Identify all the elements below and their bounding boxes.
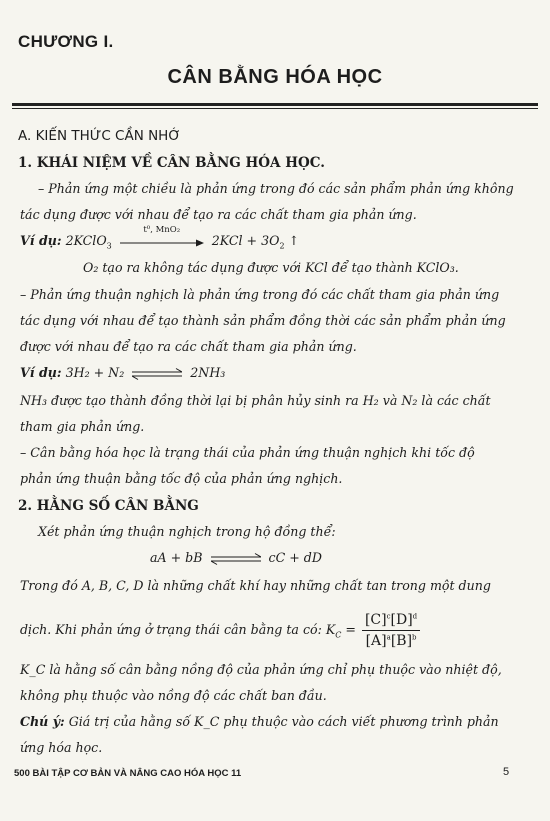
note-line <box>20 714 499 729</box>
reactant-text: 2KClO <box>65 233 107 248</box>
paragraph-line: Xét phản ứng thuận nghịch trong hộ đồng thể: <box>38 524 336 539</box>
section-1-heading: 1. KHÁI NIỆM VỀ CÂN BẰNG HÓA HỌC. <box>18 155 325 171</box>
paragraph-line: ứng hóa học. <box>20 740 103 755</box>
exp-d: d <box>412 612 418 621</box>
paragraph-line: – Phản ứng thuận nghịch là phản ứng trong đó các chất tham gia phản ứng <box>20 287 500 302</box>
kc-subscript: C <box>335 630 342 640</box>
example-2-equation <box>20 365 225 380</box>
paragraph-line: tác dụng với nhau để tạo thành sản phẩm đồng thời các sản phẩm phản ứng <box>20 313 506 328</box>
equation-right: cC + dD <box>268 550 322 565</box>
paragraph-line: Trong đó A, B, C, D là những chất khí hay những chất tan trong một dung <box>20 578 491 593</box>
conc-d: [D] <box>390 612 413 628</box>
reactant-subscript: 3 <box>106 241 112 251</box>
section-a-heading: A. KIẾN THỨC CẦN NHỚ <box>18 128 181 144</box>
note-text: Giá trị của hằng số K_C phụ thuộc vào cách viết phương trình phản <box>64 714 499 729</box>
equilibrium-arrows-icon <box>211 553 261 565</box>
conc-c: [C] <box>364 612 387 628</box>
kc-fraction <box>362 612 420 649</box>
book-footer: 500 BÀI TẬP CƠ BẢN VÀ NÂNG CAO HÓA HỌC 11 <box>14 768 242 779</box>
note-label: Chú ý: <box>20 714 65 729</box>
general-equation <box>150 550 322 565</box>
conc-a: [A] <box>365 633 387 649</box>
example-label: Ví dụ: <box>20 233 62 248</box>
conc-b: [B] <box>390 633 413 649</box>
product-text: 2NH₃ <box>190 365 226 380</box>
paragraph-line: phản ứng thuận bằng tốc độ của phản ứng nghịch. <box>20 471 343 486</box>
product-subscript: 2 <box>279 241 285 251</box>
paragraph-line: K_C là hằng số cân bằng nồng độ của phản ứng chỉ phụ thuộc vào nhiệt độ, <box>20 662 502 677</box>
exp-a: a <box>386 633 391 642</box>
right-arrow-icon <box>120 235 204 249</box>
paragraph-line: – Cân bằng hóa học là trạng thái của phản ứng thuận nghịch khi tốc độ <box>20 445 475 460</box>
section-2-heading: 2. HẰNG SỐ CÂN BẰNG <box>18 498 199 514</box>
kc-numerator <box>362 612 420 631</box>
example-1-note: O₂ tạo ra không tác dụng được với KCl để tạo thành KClO₃. <box>83 260 459 275</box>
paragraph-line: không phụ thuộc vào nồng độ các chất ban đầu. <box>20 688 327 703</box>
reactants-text: 3H₂ + N₂ <box>65 365 125 380</box>
exp-c: c <box>386 612 391 621</box>
exp-b: b <box>412 633 417 642</box>
example-1-equation <box>20 224 300 251</box>
example-label: Ví dụ: <box>20 365 62 380</box>
paragraph-line: được với nhau để tạo ra các chất tham gia phản ứng. <box>20 339 357 354</box>
kc-intro-text: dịch. Khi phản ứng ở trạng thái cân bằng ta có: K <box>20 622 336 637</box>
title-rule-thick <box>12 103 538 106</box>
paragraph-line: NH₃ được tạo thành đồng thời lại bị phân hủy sinh ra H₂ và N₂ là các chất <box>20 393 491 408</box>
kc-equals: = <box>341 622 356 637</box>
reaction-condition: t⁰, MnO₂ <box>143 224 181 235</box>
product-text: 2KCl + 3O <box>211 233 280 248</box>
kc-definition-line <box>20 612 420 649</box>
reaction-arrow <box>120 224 204 249</box>
title-rule-thin <box>12 108 538 109</box>
gas-arrow: ↑ <box>284 233 300 248</box>
paragraph-line: tác dụng được với nhau để tạo ra các chất tham gia phản ứng. <box>20 207 417 222</box>
paragraph-line: – Phản ứng một chiều là phản ứng trong đó các sản phẩm phản ứng không <box>38 181 514 196</box>
equation-left: aA + bB <box>150 550 203 565</box>
equilibrium-arrows-icon <box>132 368 182 380</box>
kc-denominator <box>362 631 420 649</box>
paragraph-line: tham gia phản ứng. <box>20 419 145 434</box>
chapter-heading: CHƯƠNG I. <box>18 32 114 51</box>
chapter-title: CÂN BẰNG HÓA HỌC <box>167 66 383 88</box>
page-number: 5 <box>503 766 510 778</box>
